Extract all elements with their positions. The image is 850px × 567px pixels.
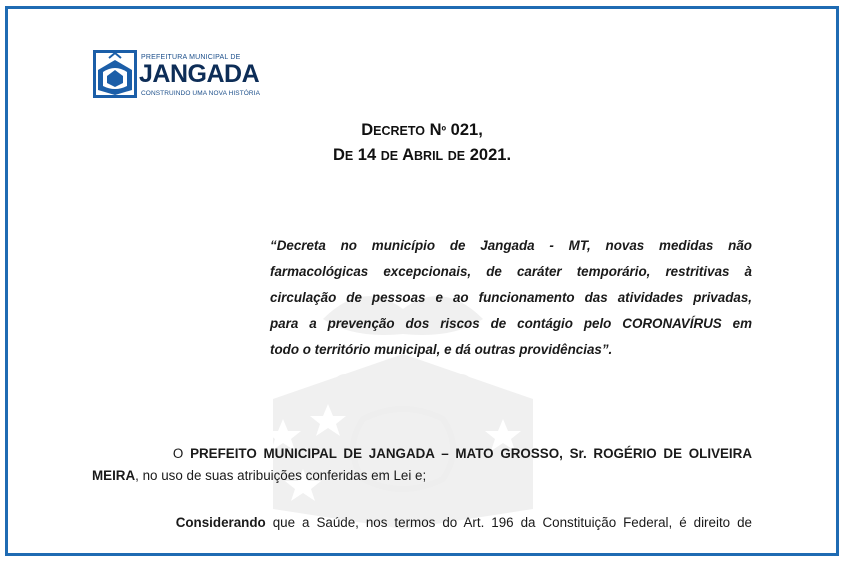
considerando-label: Considerando <box>175 515 266 530</box>
logo-tagline: CONSTRUINDO UMA NOVA HISTÓRIA <box>141 90 261 97</box>
logo-prefeitura-text: PREFEITURA MUNICIPAL DE <box>141 54 241 61</box>
document-frame <box>5 6 839 556</box>
abstract-line: todo o território municipal, e dá outras providências”. <box>270 342 613 357</box>
abstract-line: farmacológicas excepcionais, de caráter temporário, restritivas à <box>270 264 752 279</box>
decree-title-number: DECRETO Nº 021, <box>361 121 483 139</box>
abstract-line: circulação de pessoas e ao funcionamento das atividades privadas, <box>270 290 752 305</box>
preamble-paragraph: O PREFEITO MUNICIPAL DE JANGADA – MATO GROSSO, Sr. ROGÉRIO DE OLIVEIRA MEIRA, no uso de suas atribuições conferidas em Lei e; <box>92 446 752 483</box>
mayor-surname: MEIRA <box>92 468 136 483</box>
mayor-title: PREFEITO MUNICIPAL DE JANGADA – MATO GROSSO, Sr. ROGÉRIO DE OLIVEIRA <box>190 446 752 461</box>
considerando-paragraph: Considerando que a Saúde, nos termos do Art. 196 da Constituição Federal, é direito de <box>175 515 752 530</box>
municipal-emblem-icon <box>93 50 137 98</box>
prefeitura-logo <box>93 50 273 106</box>
decree-abstract <box>270 233 752 363</box>
abstract-line: para a prevenção dos riscos de contágio pelo CORONAVÍRUS em <box>270 316 752 331</box>
logo-city-name: JANGADA <box>139 60 260 88</box>
abstract-line: “Decreta no município de Jangada - MT, novas medidas não <box>270 238 752 253</box>
decree-title-date: DE 14 DE ABRIL DE 2021. <box>332 146 512 164</box>
